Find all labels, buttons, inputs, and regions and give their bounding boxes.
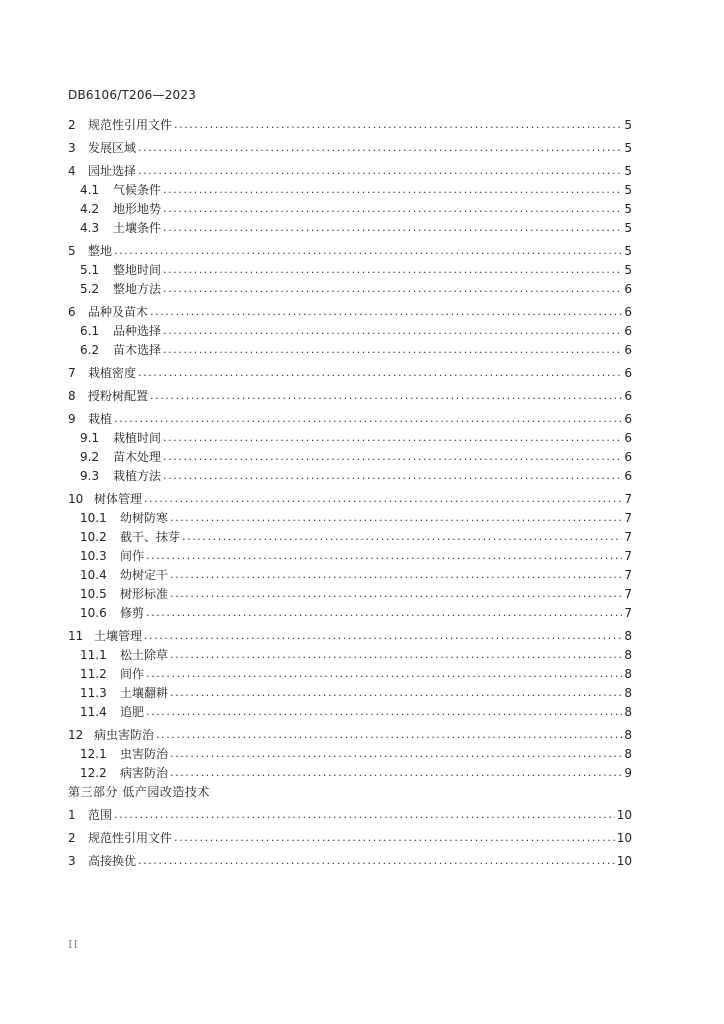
dot-leader xyxy=(170,748,622,760)
toc-entry[interactable] xyxy=(68,724,632,743)
dot-leader xyxy=(170,512,622,524)
toc-entry[interactable] xyxy=(68,781,632,800)
dot-leader xyxy=(163,470,622,482)
dot-leader xyxy=(170,767,622,779)
toc-entry-title: 栽植密度 xyxy=(88,366,137,380)
toc-entry-page: 6 xyxy=(624,305,632,319)
toc-entry[interactable] xyxy=(68,259,632,278)
toc-entry-title: 第三部分 低产园改造技术 xyxy=(68,785,210,799)
toc-entry[interactable] xyxy=(68,583,632,602)
toc-entry-number: 11.1 xyxy=(80,648,107,662)
toc-entry[interactable] xyxy=(68,602,632,621)
toc-entry-title: 土壤管理 xyxy=(94,629,143,643)
toc-entry[interactable] xyxy=(68,160,632,179)
toc-entry-title: 病虫害防治 xyxy=(94,728,155,742)
toc-entry[interactable] xyxy=(68,446,632,465)
toc-entry-title: 病害防治 xyxy=(120,766,169,780)
toc-entry-number: 11 xyxy=(68,629,84,643)
toc-entry-page: 6 xyxy=(624,324,632,338)
toc-entry-number: 12.1 xyxy=(80,747,107,761)
dot-leader xyxy=(163,203,622,215)
toc-entry-page: 8 xyxy=(624,629,632,643)
dot-leader xyxy=(174,832,615,844)
dot-leader xyxy=(156,729,622,741)
toc-entry[interactable] xyxy=(68,743,632,762)
toc-entry-number: 5.2 xyxy=(80,282,100,296)
dot-leader xyxy=(146,668,622,680)
dot-leader xyxy=(146,607,622,619)
toc-entry[interactable] xyxy=(68,507,632,526)
toc-entry-number: 3 xyxy=(68,854,76,868)
toc-entry-title: 苗木选择 xyxy=(113,343,162,357)
toc-entry-page: 5 xyxy=(624,263,632,277)
toc-entry-page: 7 xyxy=(624,511,632,525)
toc-entry-title: 追肥 xyxy=(120,705,145,719)
toc-entry[interactable] xyxy=(68,320,632,339)
toc-entry-title: 虫害防治 xyxy=(120,747,169,761)
toc-entry[interactable] xyxy=(68,682,632,701)
toc-entry[interactable] xyxy=(68,198,632,217)
toc-entry[interactable] xyxy=(68,827,632,846)
toc-entry-title: 品种选择 xyxy=(113,324,162,338)
toc-entry-number: 11.3 xyxy=(80,686,107,700)
toc-entry-page: 9 xyxy=(624,766,632,780)
toc-entry[interactable] xyxy=(68,278,632,297)
toc-entry-title: 树形标准 xyxy=(120,587,169,601)
toc-entry-number: 10 xyxy=(68,492,84,506)
toc-entry-title: 修剪 xyxy=(120,606,145,620)
dot-leader xyxy=(170,588,622,600)
toc-entry-number: 7 xyxy=(68,366,76,380)
table-of-contents xyxy=(68,114,632,869)
toc-entry-title: 整地方法 xyxy=(113,282,162,296)
toc-entry-number: 6.2 xyxy=(80,343,100,357)
document-code-header: DB6106/T206—2023 xyxy=(68,88,197,102)
toc-entry-title: 整地 xyxy=(88,244,113,258)
dot-leader xyxy=(138,367,622,379)
toc-entry-number: 2 xyxy=(68,118,76,132)
toc-entry-number: 10.3 xyxy=(80,549,107,563)
toc-entry-number: 10.2 xyxy=(80,530,107,544)
toc-entry-page: 5 xyxy=(624,118,632,132)
dot-leader xyxy=(138,142,622,154)
dot-leader xyxy=(163,222,622,234)
toc-entry-page: 5 xyxy=(624,164,632,178)
toc-entry-number: 12.2 xyxy=(80,766,107,780)
toc-entry-number: 6 xyxy=(68,305,76,319)
toc-entry-title: 土壤条件 xyxy=(113,221,162,235)
toc-entry-title: 间作 xyxy=(120,549,145,563)
toc-entry-title: 地形地势 xyxy=(113,202,162,216)
toc-entry[interactable] xyxy=(68,488,632,507)
toc-entry-title: 树体管理 xyxy=(94,492,143,506)
toc-entry-number: 11.4 xyxy=(80,705,107,719)
dot-leader xyxy=(170,649,622,661)
dot-leader xyxy=(170,687,622,699)
dot-leader xyxy=(163,184,622,196)
toc-entry[interactable] xyxy=(68,850,632,869)
dot-leader xyxy=(114,413,622,425)
dot-leader xyxy=(138,165,622,177)
dot-leader xyxy=(163,451,622,463)
toc-entry[interactable] xyxy=(68,362,632,381)
toc-entry[interactable] xyxy=(68,644,632,663)
toc-entry-page: 5 xyxy=(624,202,632,216)
dot-leader xyxy=(163,283,622,295)
toc-entry-number: 1 xyxy=(68,808,76,822)
toc-entry[interactable] xyxy=(68,179,632,198)
toc-entry-page: 6 xyxy=(624,343,632,357)
toc-entry-title: 截干、抹芽 xyxy=(120,530,181,544)
toc-entry-page: 8 xyxy=(624,648,632,662)
toc-entry-title: 栽植时间 xyxy=(113,431,162,445)
dot-leader xyxy=(174,119,622,131)
toc-entry-number: 8 xyxy=(68,389,76,403)
toc-entry-page: 6 xyxy=(624,282,632,296)
toc-entry-page: 10 xyxy=(616,831,632,845)
toc-entry-number: 10.4 xyxy=(80,568,107,582)
toc-entry[interactable] xyxy=(68,762,632,781)
toc-entry-title: 规范性引用文件 xyxy=(88,118,173,132)
toc-entry-page: 7 xyxy=(624,606,632,620)
toc-entry-title: 气候条件 xyxy=(113,183,162,197)
toc-entry[interactable] xyxy=(68,408,632,427)
toc-entry-number: 12 xyxy=(68,728,84,742)
dot-leader xyxy=(150,390,622,402)
toc-entry-title: 品种及苗木 xyxy=(88,305,149,319)
dot-leader xyxy=(146,550,622,562)
dot-leader xyxy=(114,245,622,257)
toc-entry-page: 6 xyxy=(624,431,632,445)
toc-entry-number: 9.1 xyxy=(80,431,100,445)
toc-entry[interactable] xyxy=(68,137,632,156)
dot-leader xyxy=(163,325,622,337)
dot-leader xyxy=(182,531,622,543)
toc-entry-title: 发展区域 xyxy=(88,141,137,155)
dot-leader xyxy=(150,306,622,318)
toc-entry[interactable] xyxy=(68,240,632,259)
toc-entry-page: 8 xyxy=(624,667,632,681)
toc-entry-number: 10.1 xyxy=(80,511,107,525)
toc-entry-number: 10.6 xyxy=(80,606,107,620)
dot-leader xyxy=(144,493,622,505)
toc-entry-title: 栽植方法 xyxy=(113,469,162,483)
toc-entry[interactable] xyxy=(68,385,632,404)
dot-leader xyxy=(114,809,615,821)
toc-entry-page: 6 xyxy=(624,469,632,483)
toc-entry-number: 9 xyxy=(68,412,76,426)
toc-entry[interactable] xyxy=(68,301,632,320)
dot-leader xyxy=(144,630,622,642)
toc-entry-number: 2 xyxy=(68,831,76,845)
toc-entry[interactable] xyxy=(68,427,632,446)
toc-entry-page: 8 xyxy=(624,705,632,719)
toc-entry[interactable] xyxy=(68,625,632,644)
toc-entry-title: 授粉树配置 xyxy=(88,389,149,403)
toc-entry[interactable] xyxy=(68,465,632,484)
toc-entry[interactable] xyxy=(68,663,632,682)
toc-entry-title: 土壤翻耕 xyxy=(120,686,169,700)
toc-entry-title: 园址选择 xyxy=(88,164,137,178)
toc-entry-number: 9.2 xyxy=(80,450,100,464)
toc-entry-page: 7 xyxy=(624,549,632,563)
toc-entry[interactable] xyxy=(68,701,632,720)
toc-entry-page: 6 xyxy=(624,389,632,403)
toc-entry-number: 9.3 xyxy=(80,469,100,483)
page-number-footer: II xyxy=(68,938,79,951)
toc-entry-page: 5 xyxy=(624,244,632,258)
toc-entry-page: 6 xyxy=(624,412,632,426)
toc-entry-number: 5.1 xyxy=(80,263,100,277)
toc-entry-page: 7 xyxy=(624,587,632,601)
toc-entry-title: 间作 xyxy=(120,667,145,681)
dot-leader xyxy=(163,264,622,276)
toc-entry-page: 10 xyxy=(616,854,632,868)
dot-leader xyxy=(163,432,622,444)
dot-leader xyxy=(170,569,622,581)
toc-entry-title: 松土除草 xyxy=(120,648,169,662)
toc-entry-title: 规范性引用文件 xyxy=(88,831,173,845)
toc-entry[interactable] xyxy=(68,217,632,236)
toc-entry[interactable] xyxy=(68,545,632,564)
toc-entry-title: 栽植 xyxy=(88,412,113,426)
toc-entry-number: 6.1 xyxy=(80,324,100,338)
toc-entry-page: 8 xyxy=(624,747,632,761)
toc-entry[interactable] xyxy=(68,564,632,583)
toc-entry-number: 3 xyxy=(68,141,76,155)
toc-entry[interactable] xyxy=(68,339,632,358)
dot-leader xyxy=(163,344,622,356)
toc-entry-page: 5 xyxy=(624,141,632,155)
toc-entry-page: 7 xyxy=(624,530,632,544)
toc-entry-title: 幼树定干 xyxy=(120,568,169,582)
toc-entry[interactable] xyxy=(68,804,632,823)
toc-entry-page: 6 xyxy=(624,450,632,464)
dot-leader xyxy=(146,706,622,718)
toc-entry-title: 高接换优 xyxy=(88,854,137,868)
toc-entry-number: 4.3 xyxy=(80,221,100,235)
dot-leader xyxy=(138,855,615,867)
toc-entry-page: 8 xyxy=(624,728,632,742)
toc-entry-page: 5 xyxy=(624,183,632,197)
toc-entry-number: 10.5 xyxy=(80,587,107,601)
toc-entry-title: 整地时间 xyxy=(113,263,162,277)
toc-entry-number: 4 xyxy=(68,164,76,178)
toc-entry[interactable] xyxy=(68,526,632,545)
toc-entry[interactable] xyxy=(68,114,632,133)
toc-entry-page: 7 xyxy=(624,492,632,506)
toc-entry-number: 5 xyxy=(68,244,76,258)
toc-entry-number: 11.2 xyxy=(80,667,107,681)
toc-entry-title: 范围 xyxy=(88,808,113,822)
toc-entry-number: 4.1 xyxy=(80,183,100,197)
toc-entry-title: 幼树防寒 xyxy=(120,511,169,525)
toc-entry-page: 6 xyxy=(624,366,632,380)
toc-entry-page: 8 xyxy=(624,686,632,700)
toc-entry-number: 4.2 xyxy=(80,202,100,216)
toc-entry-page: 7 xyxy=(624,568,632,582)
toc-entry-title: 苗木处理 xyxy=(113,450,162,464)
toc-entry-page: 10 xyxy=(616,808,632,822)
toc-entry-page: 5 xyxy=(624,221,632,235)
